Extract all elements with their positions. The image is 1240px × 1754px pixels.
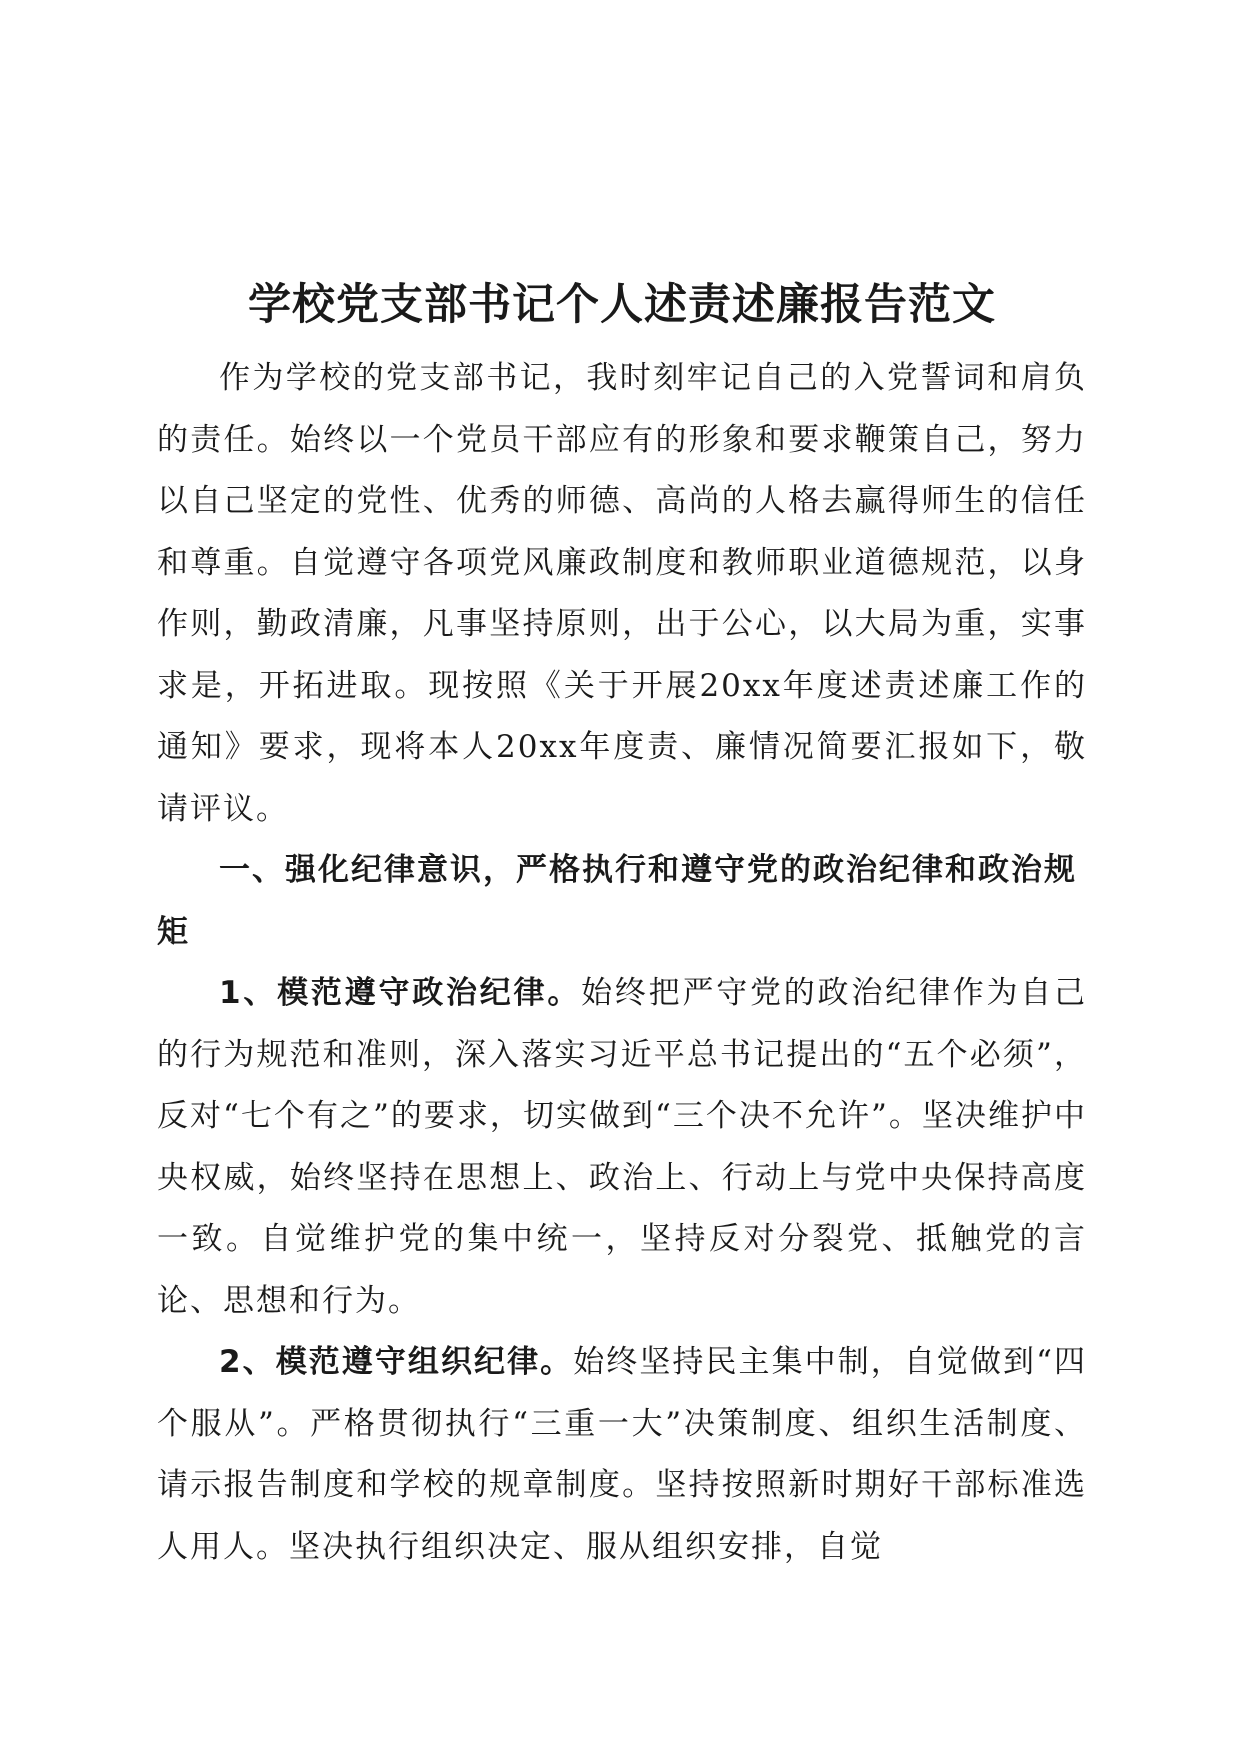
- item-paragraph-2: [157, 1332, 1087, 1578]
- item-paragraph-1: [157, 963, 1087, 1332]
- document-title: 学校党支部书记个人述责述廉报告范文: [248, 280, 996, 330]
- item-lead-1: 1、模范遵守政治纪律。: [219, 975, 582, 1011]
- document-body: [157, 270, 1087, 1578]
- item-text-1: 始终把严守党的政治纪律作为自己的行为规范和准则，深入落实习近平总书记提出的“五个必须”，反对“七个有之”的要求，切实做到“三个决不允许”。坚决维护中央权威，始终坚持在思想上、政治上、行动上与党中央保持高度一致。自觉维护党的集中统一，坚持反对分裂党、抵触党的言论、思想和行为。: [157, 975, 1087, 1319]
- section-heading: 一、强化纪律意识，严格执行和遵守党的政治纪律和政治规矩: [157, 852, 1077, 950]
- item-text-2: 始终坚持民主集中制，自觉做到“四个服从”。严格贯彻执行“三重一大”决策制度、组织生活制度、请示报告制度和学校的规章制度。坚持按照新时期好干部标准选人用人。坚决执行组织决定、服从组织安排，自觉: [157, 1344, 1087, 1565]
- item-lead-2: 2、模范遵守组织纪律。: [219, 1344, 574, 1380]
- intro-paragraph: 作为学校的党支部书记，我时刻牢记自己的入党誓词和肩负的责任。始终以一个党员干部应有的形象和要求鞭策自己，努力以自己坚定的党性、优秀的师德、高尚的人格去赢得师生的信任和尊重。自觉遵守各项党风廉政制度和教师职业道德规范，以身作则，勤政清廉，凡事坚持原则，出于公心，以大局为重，实事求是，开拓进取。现按照《关于开展20xx年度述责述廉工作的通知》要求，现将本人20xx年度责、廉情况简要汇报如下，敬请评议。: [157, 360, 1087, 827]
